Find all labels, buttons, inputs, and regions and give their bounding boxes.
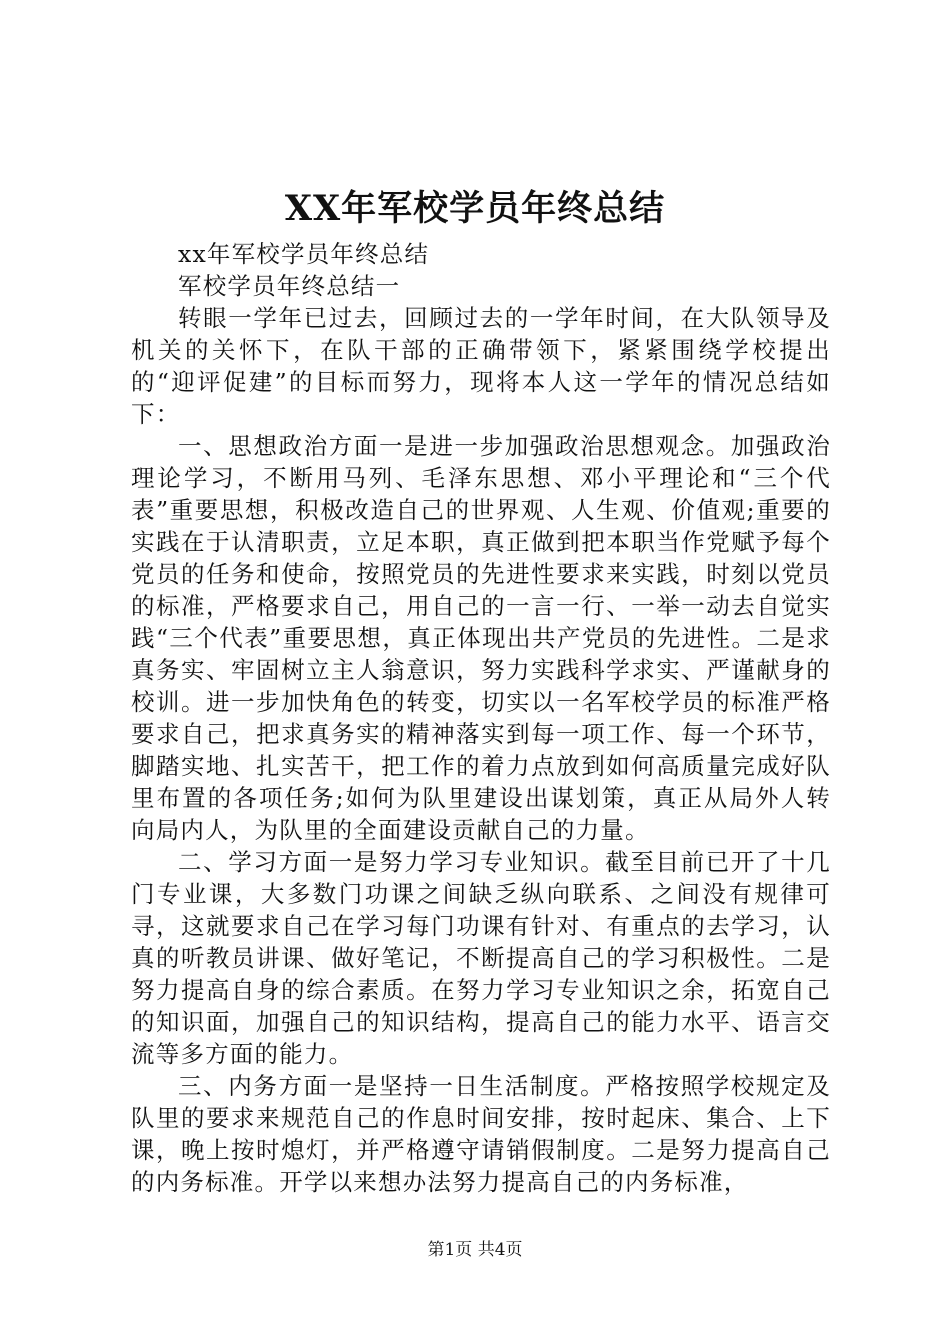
body-paragraph: 转眼一学年已过去，回顾过去的一学年时间，在大队领导及机关的关怀下，在队干部的正确带领下，紧紧围绕学校提出的“迎评促建”的目标而努力，现将本人这一学年的情况总结如下： xyxy=(131,304,831,428)
body-paragraph: 军校学员年终总结一 xyxy=(178,272,401,300)
page-number-footer: 第1页 共4页 xyxy=(427,1240,523,1260)
document-body xyxy=(131,238,831,1198)
body-paragraph: xx年军校学员年终总结 xyxy=(178,240,430,268)
body-paragraph: 三、内务方面一是坚持一日生活制度。严格按照学校规定及队里的要求来规范自己的作息时间安排，按时起床、集合、上下课，晚上按时熄灯，并严格遵守请销假制度。二是努力提高自己的内务标准。开学以来想办法努力提高自己的内务标准， xyxy=(131,1072,831,1196)
body-paragraph: 二、学习方面一是努力学习专业知识。截至目前已开了十几门专业课，大多数门功课之间缺乏纵向联系、之间没有规律可寻，这就要求自己在学习每门功课有针对、有重点的去学习，认真的听教员讲课、做好笔记，不断提高自己的学习积极性。二是努力提高自身的综合素质。在努力学习专业知识之余，拓宽自己的知识面，加强自己的知识结构，提高自己的能力水平、语言交流等多方面的能力。 xyxy=(131,848,831,1068)
body-paragraph: 一、思想政治方面一是进一步加强政治思想观念。加强政治理论学习，不断用马列、毛泽东思想、邓小平理论和“三个代表”重要思想，积极改造自己的世界观、人生观、价值观;重要的实践在于认清职责，立足本职，真正做到把本职当作党赋予每个党员的任务和使命，按照党员的先进性要求来实践，时刻以党员的标准，严格要求自己，用自己的一言一行、一举一动去自觉实践“三个代表”重要思想，真正体现出共产党员的先进性。二是求真务实、牢固树立主人翁意识，努力实践科学求实、严谨献身的校训。进一步加快角色的转变，切实以一名军校学员的标准严格要求自己，把求真务实的精神落实到每一项工作、每一个环节，脚踏实地、扎实苦干，把工作的着力点放到如何高质量完成好队里布置的各项任务;如何为队里建设出谋划策，真正从局外人转向局内人，为队里的全面建设贡献自己的力量。 xyxy=(131,432,831,844)
document-title: XX年军校学员年终总结 xyxy=(284,188,666,229)
